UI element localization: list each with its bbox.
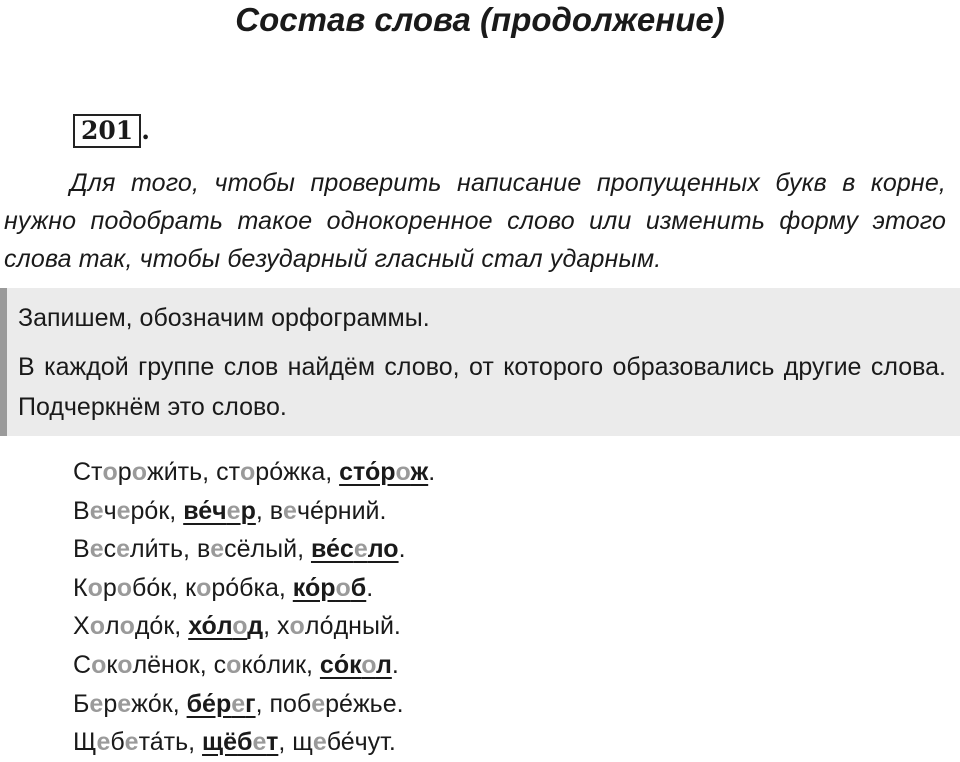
unstressed-vowel: о <box>232 612 248 641</box>
unstressed-vowel: о <box>102 458 118 486</box>
word-group-line: Сторожи́ть, сторо́жка, сто́рож. <box>73 458 436 486</box>
unstressed-vowel: о <box>119 612 135 641</box>
unstressed-vowel: е <box>210 535 225 564</box>
unstressed-vowel: е <box>231 689 246 718</box>
word-group-line: Щебета́ть, щёбет, щебе́чут. <box>73 728 396 757</box>
word-group-line: Вечеро́к, ве́чер, вече́рний. <box>73 496 387 525</box>
word: сторо́жка <box>216 458 326 486</box>
unstressed-vowel: е <box>89 496 104 525</box>
unstressed-vowel: е <box>311 689 326 718</box>
word: Вечеро́к <box>73 496 170 525</box>
unstressed-vowel: е <box>312 728 327 757</box>
unstressed-vowel: о <box>117 650 133 679</box>
unstressed-vowel: е <box>96 728 111 757</box>
word: соко́лик <box>213 650 307 679</box>
word: Весели́ть <box>73 535 184 564</box>
unstressed-vowel: о <box>361 650 376 679</box>
base-word: ко́роб <box>292 573 367 602</box>
unstressed-vowel: о <box>289 612 305 641</box>
word: щебе́чут <box>292 728 389 757</box>
exercise-number-dot: . <box>141 116 150 145</box>
base-word: ве́чер <box>183 496 256 525</box>
unstressed-vowel: е <box>116 535 130 564</box>
unstressed-vowel: е <box>89 535 104 564</box>
word: побере́жье <box>269 689 397 718</box>
base-word: щёбет <box>202 728 279 757</box>
unstressed-vowel: о <box>89 612 105 641</box>
word: холо́дный <box>277 612 394 641</box>
word-group-line: Бережо́к, бе́рег, побере́жье. <box>73 689 404 718</box>
task-line-2: В каждой группе слов найдём слово, от которого образовались другие слова. Подчеркнём это слово. <box>18 353 946 421</box>
exercise-number-box: 201 <box>73 114 141 148</box>
unstressed-vowel: е <box>226 496 241 525</box>
unstressed-vowel: о <box>335 573 351 602</box>
word-group-line: Соколёнок, соко́лик, со́кол. <box>73 650 399 679</box>
base-word: со́кол <box>319 650 392 679</box>
unstressed-vowel: е <box>117 689 132 718</box>
word: весёлый <box>196 535 298 564</box>
word: Коробо́к <box>73 573 172 602</box>
unstressed-vowel: о <box>131 458 147 486</box>
unstressed-vowel: о <box>240 458 256 486</box>
intro-paragraph: Для того, чтобы проверить написание пропущенных букв в корне, нужно подобрать такое однокоренное слово или изменить форму этого слова так, чтобы безударный гласный стал ударным. <box>4 169 946 273</box>
task-line-1: Запишем, обозначим орфограммы. <box>18 304 430 332</box>
unstressed-vowel: е <box>89 689 104 718</box>
word: Бережо́к <box>73 689 173 718</box>
word: Сторожи́ть <box>73 458 203 486</box>
exercise-number <box>73 114 150 148</box>
unstressed-vowel: о <box>87 573 103 602</box>
word-group-line: Холодо́к, хо́лод, холо́дный. <box>73 612 401 641</box>
word: коро́бка <box>185 573 279 602</box>
unstressed-vowel: о <box>196 573 212 602</box>
word: Щебета́ть <box>73 728 189 757</box>
unstressed-vowel: е <box>116 496 131 525</box>
task-box <box>0 288 960 436</box>
word-groups <box>73 453 435 762</box>
word-group-line: Коробо́к, коро́бка, ко́роб. <box>73 573 374 602</box>
base-word: бе́рег <box>186 689 256 718</box>
unstressed-vowel: е <box>124 728 139 757</box>
word: Холодо́к <box>73 612 175 641</box>
unstressed-vowel: е <box>252 728 267 757</box>
unstressed-vowel: о <box>116 573 133 602</box>
unstressed-vowel: е <box>353 535 368 564</box>
word-group-line: Весели́ть, весёлый, ве́село. <box>73 535 406 564</box>
unstressed-vowel: о <box>395 458 411 486</box>
base-word: ве́село <box>310 535 399 564</box>
task-box-bar <box>0 288 7 436</box>
base-word: сто́рож <box>339 458 429 486</box>
unstressed-vowel: о <box>91 650 107 679</box>
base-word: хо́лод <box>188 612 264 641</box>
word: вече́рний <box>269 496 380 525</box>
unstressed-vowel: о <box>226 650 242 679</box>
word: Соколёнок <box>73 650 200 679</box>
unstressed-vowel: е <box>283 496 297 525</box>
page-title: Состав слова (продолжение) <box>235 1 725 38</box>
